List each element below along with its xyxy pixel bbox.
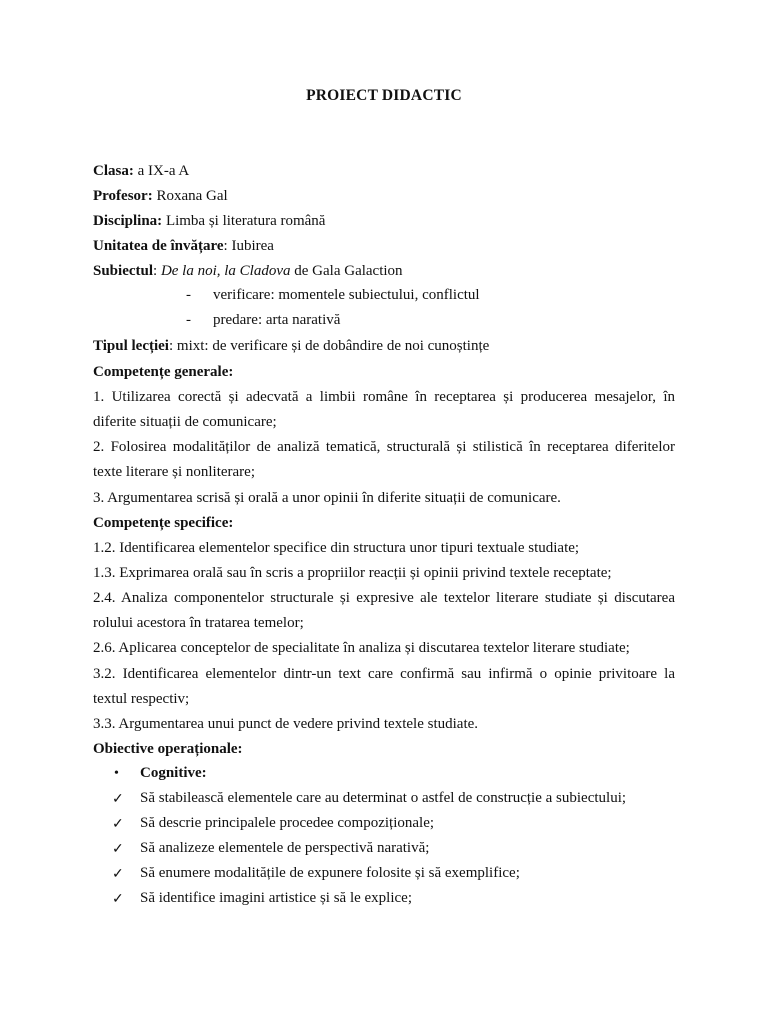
dash-marker: - (186, 312, 191, 328)
sub-item-predare: predare: arta narativă (213, 312, 341, 328)
disciplina-value: Limba și literatura română (162, 213, 326, 229)
cg-item3: 3. Argumentarea scrisă și orală a unor opinii în diferite situații de comunicare. (93, 490, 561, 506)
cg-item1-line1: 1. Utilizarea corectă și adecvată a limbii române în receptarea și producerea mesajelor, în (93, 389, 675, 405)
cs-item-3-3: 3.3. Argumentarea unui punct de vedere privind textele studiate. (93, 716, 479, 732)
objective-item: Să identifice imagini artistice și să le explice; (140, 890, 412, 906)
tipul-label: Tipul lecției (93, 338, 169, 354)
objective-item: Să descrie principalele procedee compoziționale; (140, 815, 435, 831)
subiectul-label: Subiectul (93, 263, 154, 279)
tipul-line (93, 337, 675, 355)
profesor-line (93, 187, 675, 205)
disciplina-label: Disciplina: (93, 213, 163, 229)
document-title: PROIECT DIDACTIC (306, 87, 462, 104)
unitatea-line (93, 237, 675, 255)
unitatea-value: : Iubirea (223, 238, 274, 254)
bullet-icon: • (114, 766, 119, 781)
checkmark-icon: ✓ (112, 842, 124, 857)
cs-item-2-4-line1: 2.4. Analiza componentelor structurale și expresive ale textelor literare studiate și discutarea (93, 590, 675, 606)
obiective-heading: Obiective operaționale: (93, 741, 243, 757)
cg-item2-line2: texte literare și nonliterare; (93, 464, 256, 480)
subiectul-sep: : (153, 263, 161, 279)
objective-item: Să stabilească elementele care au determinat o astfel de construcție a subiectului; (140, 790, 627, 806)
cg-item2-line1: 2. Folosirea modalităților de analiză tematică, structurală și stilistică în receptarea diferitelor (93, 439, 675, 455)
cg-item1-line2: diferite situații de comunicare; (93, 414, 277, 430)
profesor-value: Roxana Gal (152, 188, 228, 204)
competente-generale-heading: Competențe generale: (93, 364, 234, 380)
checkmark-icon: ✓ (112, 892, 124, 907)
profesor-label: Profesor: (93, 188, 153, 204)
cs-item-1-3: 1.3. Exprimarea orală sau în scris a propriilor reacții și opinii privind textele receptate; (93, 565, 612, 581)
subiectul-author: de Gala Galaction (290, 263, 403, 279)
tipul-value: : mixt: de verificare și de dobândire de noi cunoștințe (168, 338, 490, 354)
clasa-line (93, 162, 675, 180)
cs-item-1-2: 1.2. Identificarea elementelor specifice din structura unor tipuri textuale studiate; (93, 540, 580, 556)
cs-item-2-6: 2.6. Aplicarea conceptelor de specialitate în analiza și discutarea textelor literare studiate; (93, 640, 630, 656)
clasa-value: a IX-a A (133, 163, 190, 179)
cs-item-3-2-line2: textul respectiv; (93, 691, 190, 707)
checkmark-icon: ✓ (112, 817, 124, 832)
cognitive-label: Cognitive: (140, 765, 207, 781)
competente-specifice-heading: Competențe specifice: (93, 515, 234, 531)
disciplina-line (93, 212, 675, 230)
sub-item-verificare: verificare: momentele subiectului, conflictul (213, 287, 480, 303)
subiectul-title: De la noi, la Cladova (160, 263, 291, 279)
checkmark-icon: ✓ (112, 867, 124, 882)
unitatea-label: Unitatea de învățare (93, 238, 224, 254)
subiectul-line (93, 262, 675, 280)
clasa-label: Clasa: (93, 163, 134, 179)
dash-marker: - (186, 287, 191, 303)
cs-item-3-2-line1: 3.2. Identificarea elementelor dintr-un text care confirmă sau infirmă o opinie privitoare la (93, 666, 675, 682)
checkmark-icon: ✓ (112, 792, 124, 807)
cs-item-2-4-line2: rolului acestora în tratarea temelor; (93, 615, 304, 631)
objective-item: Să enumere modalitățile de expunere folosite și să exemplifice; (140, 865, 520, 881)
objective-item: Să analizeze elementele de perspectivă narativă; (140, 840, 430, 856)
